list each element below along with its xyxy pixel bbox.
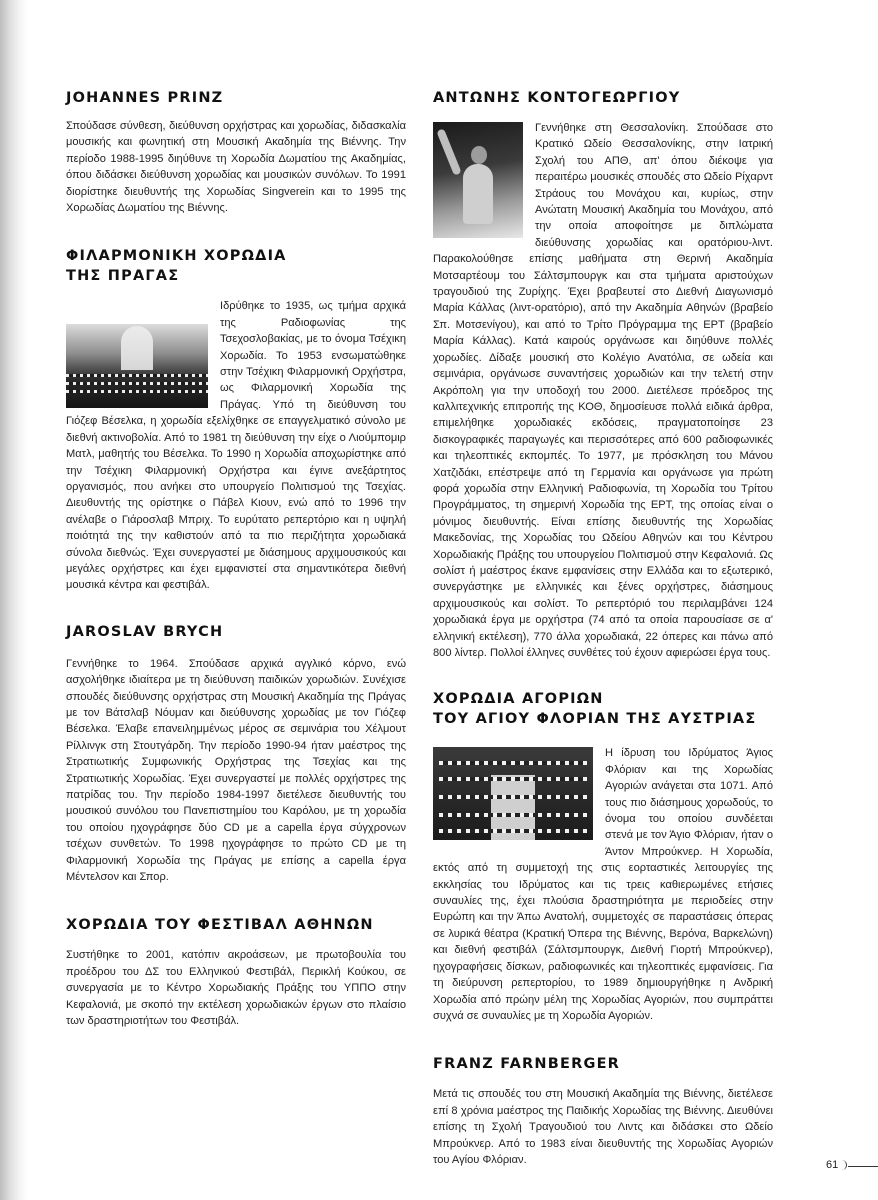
section-st-florian-boys-choir bbox=[433, 689, 773, 1024]
prague-choir-photo bbox=[66, 324, 208, 408]
section-franz-farnberger bbox=[433, 1054, 773, 1168]
section-title: JOHANNES PRINZ bbox=[66, 90, 224, 106]
section-body: Σπούδασε σύνθεση, διεύθυνση ορχήστρας και χορωδίας, διδασκαλία μουσικής και φωνητική στη Μουσική Ακαδημία της Βιέννης. Την περίοδο 1988-1995 διηύθυνε τη Χορωδία Δωματίου της Ακαδημίας, όπου διδάσκει διεύθυνση χορωδίας και μουσικών συνόλων. Το 1991 διορίστηκε διευθυντής της Χορωδίας Singverein και το 1995 της Χορωδίας Δωματίου της Βιέννης. bbox=[66, 120, 406, 215]
page-number-bracket bbox=[840, 1160, 847, 1170]
section-body: Η ίδρυση του Ιδρύματος Άγιος Φλόριαν και της Χορωδίας Αγοριών ανάγεται στα 1071. Από τους πιο διάσημους χορωδούς, το όνομα του οποίου συνδέεται στενά με τον Άγιο Φλόριαν, ήταν ο Άντον Μπρούκνερ. Η Χορωδία, εκτός από τη συμμετοχή της στις εορταστικές λειτουργίες της εκκλησίας του Ιδρύματος και τις τρεις καθιερωμένες ετήσιες συναυλίες της, έχει πλούσια δραστηριότητα με περιοδείες στην Ευρώπη και την Άπω Ανατολή, συμμετοχές σε παραστάσεις όπερας σε λυρικά θέατρα (Κρατική Όπερα της Βιέννης, Βερόνα, Βαρκελώνη) και διεθνή φεστιβάλ (Σάλτσμπουργκ, Διεθνή Γιορτή Μπρούκνερ), ηχογραφήσεις δίσκων, ραδιοφωνικές και τηλεοπτικές εμφανίσεις. Για τη διεύρυνση ρεπερτορίου, το 1989 δημιουργήθηκε η Ανδρική Χορωδία από πρώην μέλη της Χορωδίας Αγοριών, που συμπράττει συχνά σε συναυλίες με τη Χορωδία Αγοριών. bbox=[433, 747, 773, 1022]
page-gutter-shadow bbox=[0, 0, 28, 1200]
section-title: ΦΙΛΑΡΜΟΝΙΚΗ ΧΟΡΩΔΙΑ ΤΗΣ ΠΡΑΓΑΣ bbox=[66, 248, 287, 285]
page-number: 61 bbox=[826, 1159, 839, 1171]
conductor-portrait-photo bbox=[433, 122, 523, 238]
section-athens-festival-choir bbox=[66, 915, 406, 1029]
section-title: JAROSLAV BRYCH bbox=[66, 623, 224, 640]
section-title: ΧΟΡΩΔΙΑ ΑΓΟΡΙΩΝ ΤΟΥ ΑΓΙΟΥ ΦΛΟΡΙΑΝ ΤΗΣ ΑΥΣΤΡΙΑΣ bbox=[433, 691, 757, 728]
section-title: ΧΟΡΩΔΙΑ ΤΟΥ ΦΕΣΤΙΒΑΛ ΑΘΗΝΩΝ bbox=[66, 917, 374, 934]
section-jaroslav-brych bbox=[66, 622, 406, 886]
right-column bbox=[433, 88, 773, 1193]
section-antonis-kontogeorgiou bbox=[433, 88, 773, 661]
section-body: Μετά τις σπουδές του στη Μουσική Ακαδημία της Βιέννης, διετέλεσε επί 8 χρόνια μαέστρος της Παιδικής Χορωδίας της Βιέννης. Διευθύνει επίσης τη Σχολή Τραγουδιού του Λιντς και διδάσκει στο Ωδείο Μπρούκνερ. Από το 1983 είναι διευθυντής της Χορωδίας Αγοριών του Αγίου Φλόριαν. bbox=[433, 1088, 773, 1166]
section-body: Συστήθηκε το 2001, κατόπιν ακροάσεων, με πρωτοβουλία του προέδρου του ΔΣ του Ελληνικού Φεστιβάλ, Περικλή Κούκου, σε συνεργασία με το Κέντρο Χορωδιακής Πράξης του ΥΠΠΟ στην Κεφαλονιά, με σκοπό την εκτέλεση χορωδιακών έργων στο πλαίσιο των δραστηριοτήτων του Φεστιβάλ. bbox=[66, 949, 406, 1028]
boys-choir-photo bbox=[433, 747, 593, 840]
section-body: Γεννήθηκε το 1964. Σπούδασε αρχικά αγγλικό κόρνο, ενώ ασχολήθηκε ιδιαίτερα με τη διεύθυνση παιδικών χορωδιών. Συνέχισε σπουδές διεύθυνσης ορχήστρας στη Μουσική Ακαδημία της Πράγας με τον Βάτσλαβ Νόυμαν και διεύθυνσης χορωδίας με τον Γιόζεφ Βέσελκα. Έλαβε επανειλημμένως μέρος σε σεμινάρια του Χέλμουτ Ρίλλινγκ στη Στουτγάρδη. Την περίοδο 1990-94 ήταν μαέστρος της Στρατιωτικής Συμφωνικής Ορχήστρας της Τσεχίας και της Στρατιωτικής Χορωδίας. Έχει συνεργαστεί με πολλές ορχήστρες της πατρίδας του. Την περίοδο 1984-1997 διετέλεσε διευθυντής του μουσικού συνόλου του Πανεπιστημίου του Καρόλου, με τη χορωδία του οποίου ηχογράφησε δύο CD με a capella έργα σύγχρονων τσέχων συνθετών. Το 1998 ηχογράφησε το πρώτο CD με τη Φιλαρμονική Χορωδία της Πράγας με επίσης a capella έργα Μέντελσον και Σπορ. bbox=[66, 657, 406, 884]
section-title: FRANZ FARNBERGER bbox=[433, 1056, 621, 1073]
section-body: Ιδρύθηκε το 1935, ως τμήμα αρχικά της Ραδιοφωνίας της Τσεχοσλοβακίας, με το όνομα Τσέχικη Χορωδία. Το 1953 ενσωματώθηκε στην Τσέχικη Φιλαρμονική Ορχήστρα, ως Φιλαρμονική Χορωδία της Πράγας. Υπό τη διεύθυνση του Γιόζεφ Βέσελκα, η χορωδία εξελίχθηκε σε επαγγελματικό σύνολο με διεθνή ακτινοβολία. Από το 1981 τη διεύθυνση την είχε ο Λιούμπομιρ Ματλ, μαθητής του Βέσελκα. Το 1990 η Χορωδία αποχωρίστηκε από την Τσέχικη Φιλαρμονική Ορχήστρα και έγινε ανεξάρτητος οργανισμός, που ανήκει στο υπουργείο Πολιτισμού της Τσεχίας. Διευθυντής της ορίστηκε ο Πάβελ Κιουν, ενώ από το 1996 την ανέλαβε ο Γιάροσλαβ Μπριχ. Το ευρύτατο ρεπερτόριο και η υψηλή ποιότητά της την καθιστούν από τα πιο περιζήτητα χορωδιακά σύνολα διεθνώς. Έχει συνεργαστεί με διάσημους αρχιμουσικούς και μεγάλες ορχήστρες και έχει εμφανιστεί στα σημαντικότερα διεθνή μουσικά κέντρα και φεστιβάλ. bbox=[66, 300, 406, 592]
section-body: Γεννήθηκε στη Θεσσαλονίκη. Σπούδασε στο Κρατικό Ωδείο Θεσσαλονίκης, στην Ιατρική Σχολή του ΑΠΘ, απ' όπου διέκοψε για περαιτέρω μουσικές σπουδές στο Ωδείο Ρίχαρντ Στράους του Μονάχου και, κυρίως, στην Ανώτατη Μουσική Ακαδημία του Μονάχου, από την οποία αποφοίτησε με διπλώματα διεύθυνσης χορωδίας και ορατόριου-λιντ. Παρακολούθησε επίσης μαθήματα στη Θερινή Ακαδημία Μοτσαρτέουμ του Σάλτσμπουργκ και στα τμήματα αριστούχων τραγουδιού της Ζυρίχης. Έχει βραβευτεί στο Διεθνή Διαγωνισμό Μαρία Κάλλας (λιντ-ορατόριο), από την Ακαδημία Αθηνών (βραβείο Σπ. Μοτσενίγου), και από το Τρίτο Πρόγραμμα της ΕΡΤ (βραβείο Μαρία Κάλλας). Κατά καιρούς οργάνωσε και διηύθυνε πολλές χορωδίες. Δίδαξε μουσική στο Κολέγιο Ανατόλια, σε ωδεία και σεμινάρια, οργάνωσε συναντήσεις χορωδιών και την τελετή στην Ακρόπολη για την υποδοχή του 2000. Διετέλεσε πρόεδρος της καλλιτεχνικής επιτροπής της ΚΟΘ, δημοσίευσε πολλά ειδικά άρθρα, επιμελήθηκε χορωδιακές εκδόσεις, πραγματοποίησε 23 δισκογραφικές παραγωγές και περισσότερες από 600 ραδιοφωνικές και τηλεοπτικές εκπομπές. Το 1977, με πρόσκληση του Μάνου Χατζιδάκι, επέστρεψε από τη Γερμανία και οργάνωσε για πρώτη φορά χορωδία στην Ελληνική Ραδιοφωνία, τη Χορωδία του Τρίτου Προγράμματος, τη σημερινή Χορωδία της ΕΡΤ, της οποίας είναι ο μόνιμος διευθυντής. Είναι επίσης διευθυντής της Χορωδίας Μακεδονίας, της Χορωδίας του Ωδείου Αθηνών και του Κέντρου Χορωδιακής Πράξης του υπουργείου Πολιτισμού στην Κεφαλονιά. Ως σολίστ ή μαέστρος έκανε εμφανίσεις στην Ελλάδα και το εξωτερικό, συνεργάστηκε με ελληνικές και ξένες ορχήστρες, διάσημους αρχιμουσικούς και σολίστ. Το ρεπερτόριό του περιλαμβάνει 124 χορωδιακά έργα με ορχήστρα (74 από τα οποία παρουσίασε σε α' ελληνική εκτέλεση), 770 άλλα χορωδιακά, 22 όπερες και πάνω από 800 λίντερ. Πολλοί έλληνες συνθέτες τού έχουν αφιερώσει έργα τους. bbox=[433, 122, 773, 659]
page-number-rule bbox=[848, 1166, 878, 1167]
section-prague-philharmonic-choir bbox=[66, 246, 406, 593]
left-column bbox=[66, 88, 406, 1054]
section-title: ΑΝΤΩΝΗΣ ΚΟΝΤΟΓΕΩΡΓΙΟΥ bbox=[433, 90, 681, 106]
section-johannes-prinz bbox=[66, 88, 406, 216]
